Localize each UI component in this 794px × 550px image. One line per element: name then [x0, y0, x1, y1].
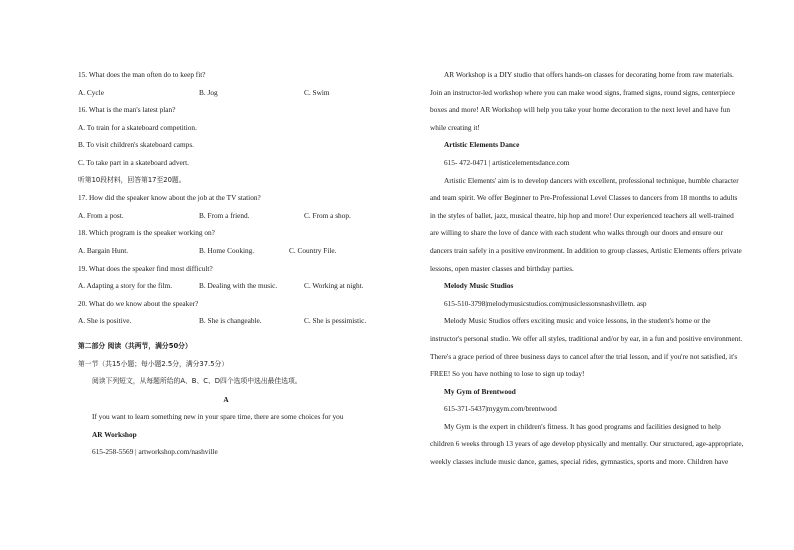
option-a: A. From a post.: [78, 210, 124, 220]
gym-desc-line: My Gym is the expert in children's fitness. It has good programs and facilities designed to help: [444, 421, 721, 431]
question-18-options: [78, 242, 374, 260]
option-a: A. Adapting a story for the film.: [78, 281, 173, 291]
melody-desc-line: There's a grace period of three business days to cancel after the trial lesson, and if you're not satisfied, it's: [430, 351, 738, 361]
artistic-title: Artistic Elements Dance: [444, 140, 520, 150]
melody-desc-line: Melody Music Studios offers exciting music and voice lessons, in the student's home or the: [444, 316, 711, 326]
passage-intro: If you want to learn something new in your spare time, there are some choices for you: [92, 412, 344, 422]
instruction: 阅读下列短文，从每题所给的A、B、C、D四个选项中选出最佳选项。: [92, 377, 302, 386]
option-b: B. She is changeable.: [199, 316, 262, 326]
ar-workshop-title: AR Workshop: [92, 429, 137, 439]
right-column: [430, 66, 748, 471]
option-b: B. Jog: [199, 87, 218, 97]
melody-title: Melody Music Studios: [444, 281, 514, 291]
ar-desc-line: boxes and more! AR Workshop will help you take your home decoration to the next level and have fun: [430, 105, 730, 115]
melody-desc-line: FREE! So you have nothing to lose to sign up today!: [430, 369, 585, 379]
ar-workshop-contact: 615-258-5569 | artworkshop.com/nashville: [92, 447, 218, 457]
gym-contact: 615-371-5437|mygym.com/brentwood: [444, 404, 557, 414]
option-c: C. She is pessimistic.: [304, 316, 367, 326]
part2-title: 第二部分 阅读（共两节，满分50分）: [78, 341, 192, 350]
gym-title: My Gym of Brentwood: [444, 386, 516, 396]
option-a: A. Cycle: [78, 87, 104, 97]
question-19: 19. What does the speaker find most difficult?: [78, 263, 213, 273]
question-19-options: [78, 277, 374, 295]
question-15-options: [78, 84, 374, 102]
question-16: 16. What is the man's latest plan?: [78, 105, 176, 115]
question-15: 15. What does the man often do to keep fit?: [78, 70, 206, 79]
section-note: 听第10段材料，回答第17至20题。: [78, 175, 186, 184]
option-b: B. Home Cooking.: [199, 245, 255, 255]
question-17-options: [78, 207, 374, 225]
gym-desc-line: children 6 weeks through 13 years of age develop physically and mentally. Our structured, age-appropriate,: [430, 439, 744, 449]
question-20-options: [78, 312, 374, 330]
gym-desc-line: weekly classes include music dance, games, special rides, gymnastics, sports and more. Children have: [430, 457, 729, 467]
option-a: A. She is positive.: [78, 316, 132, 326]
question-20: 20. What do we know about the speaker?: [78, 298, 199, 308]
ar-desc-line: Join an instructor-led workshop where you can make wood signs, framed signs, round signs, centerpiece: [430, 87, 735, 97]
option-c: C. From a shop.: [304, 210, 351, 220]
part2-subtitle: 第一节（共15小题；每小题2.5分，满分37.5分）: [78, 359, 229, 368]
option-b: B. Dealing with the music.: [199, 281, 278, 291]
left-column: [78, 66, 374, 461]
option-b: B. To visit children's skateboard camps.: [78, 140, 194, 150]
artistic-desc-line: in the styles of ballet, jazz, musical theatre, hip hop and more! Our experienced teachers all well-trained: [430, 210, 734, 220]
artistic-desc-line: Artistic Elements' aim is to develop dancers with excellent, professional technique, humble character: [444, 175, 739, 185]
option-a: A. Bargain Hunt.: [78, 245, 129, 255]
melody-contact: 615-510-3798|melodymusicstudios.com|musiclessonsnashvilletn. asp: [444, 298, 647, 308]
option-c: C. Working at night.: [304, 281, 364, 291]
ar-desc-line: AR Workshop is a DIY studio that offers hands-on classes for decorating home from raw materials.: [444, 70, 734, 79]
option-c: C. To take part in a skateboard advert.: [78, 157, 189, 167]
artistic-desc-line: and team spirit. We offer Beginner to Pre-Professional Level Classes to dancers from 18 months to adults: [430, 193, 738, 203]
option-c: C. Swim: [304, 87, 330, 97]
ar-desc-line: while creating it!: [430, 122, 480, 132]
passage-letter: A: [223, 394, 229, 404]
artistic-contact: 615- 472-0471 | artisticelementsdance.com: [444, 157, 570, 167]
artistic-desc-line: dancers train safely in a positive environment. In addition to group classes, Artistic Elements offers private: [430, 245, 742, 255]
option-b: B. From a friend.: [199, 210, 250, 220]
artistic-desc-line: lessons, open master classes and birthday parties.: [430, 263, 574, 273]
question-18: 18. Which program is the speaker working on?: [78, 228, 215, 238]
melody-desc-line: instructor's personal studio. We offer all styles, traditional and/or by ear, in a fun and positive environment.: [430, 333, 743, 343]
option-a: A. To train for a skateboard competition.: [78, 122, 197, 132]
option-c: C. Country File.: [289, 245, 337, 255]
artistic-desc-line: are willing to share the love of dance with each student who walks through our doors and ensure our: [430, 228, 724, 238]
question-17: 17. How did the speaker know about the job at the TV station?: [78, 193, 261, 203]
